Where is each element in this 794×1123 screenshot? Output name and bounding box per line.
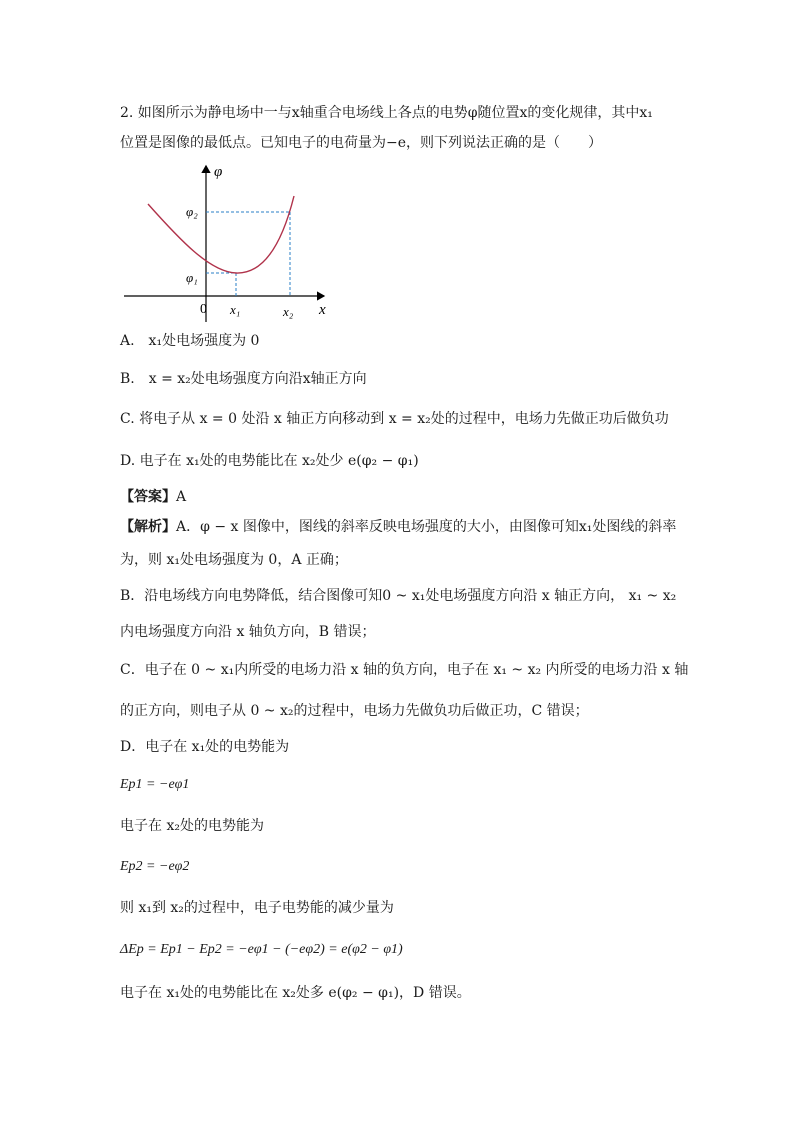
question-line-1: 2. 如图所示为静电场中一与x轴重合电场线上各点的电势φ随位置x的变化规律，其中x₁ (120, 105, 653, 121)
phi2-label: φ₂ (186, 204, 198, 219)
analysis-b-line-2: 内电场强度方向沿 x 轴负方向，B 错误； (120, 624, 376, 640)
option-d: D. 电子在 x₁处的电势能比在 x₂处少 e(φ₂ − φ₁) (120, 453, 419, 469)
answer-label: 【答案】 (120, 489, 176, 505)
option-a: A. x₁处电场强度为 0 (120, 333, 260, 349)
answer-line (120, 487, 186, 507)
y-axis-label: φ (214, 164, 223, 180)
equation-delta-ep: ΔEp = Ep1 − Ep2 = −eφ1 − (−eφ2) = e(φ2 − φ1) (120, 942, 403, 957)
option-c: C. 将电子从 x = 0 处沿 x 轴正方向移动到 x = x₂处的过程中，电场力先做正功后做负功 (120, 411, 669, 427)
analysis-a-line-2: 为，则 x₁处电场强度为 0，A 正确； (120, 552, 348, 568)
analysis-a-text-1: A．φ − x 图像中，图线的斜率反映电场强度的大小，由图像可知x₁处图线的斜率 (176, 519, 677, 535)
analysis-d-line-3: 则 x₁到 x₂的过程中，电子电势能的减少量为 (120, 900, 394, 916)
analysis-label: 【解析】 (120, 519, 176, 535)
equation-ep2: Ep2 = −eφ2 (120, 859, 190, 874)
phi1-label: φ₁ (186, 270, 198, 285)
analysis-a-line-1 (120, 517, 676, 537)
x-axis-label: x (319, 302, 326, 318)
analysis-b-line-1: B．沿电场线方向电势降低，结合图像可知0 ~ x₁处电场强度方向沿 x 轴正方向， x₁ ~ x₂ (120, 588, 677, 604)
potential-curve (148, 196, 294, 273)
analysis-c-line-1: C．电子在 0 ~ x₁内所受的电场力沿 x 轴的负方向，电子在 x₁ ~ x₂ 内所受的电场力沿 x 轴 (120, 662, 689, 678)
analysis-d-line-1: D．电子在 x₁处的电势能为 (120, 739, 290, 755)
option-b: B. x = x₂处电场强度方向沿x轴正方向 (120, 371, 367, 387)
potential-graph (120, 160, 340, 325)
answer-value: A (176, 489, 187, 505)
x1-label: x₁ (230, 302, 241, 317)
analysis-d-line-2: 电子在 x₂处的电势能为 (120, 818, 264, 834)
question-line-2: 位置是图像的最低点。已知电子的电荷量为−e，则下列说法正确的是（ ） (120, 135, 603, 151)
equation-ep1: Ep1 = −eφ1 (120, 777, 190, 792)
analysis-c-line-2: 的正方向，则电子从 0 ~ x₂的过程中，电场力先做负功后做正功，C 错误； (120, 703, 589, 719)
analysis-d-line-4: 电子在 x₁处的电势能比在 x₂处多 e(φ₂ − φ₁)，D 错误。 (120, 985, 471, 1001)
origin-label: 0 (200, 302, 207, 317)
x2-label: x₂ (283, 304, 294, 319)
